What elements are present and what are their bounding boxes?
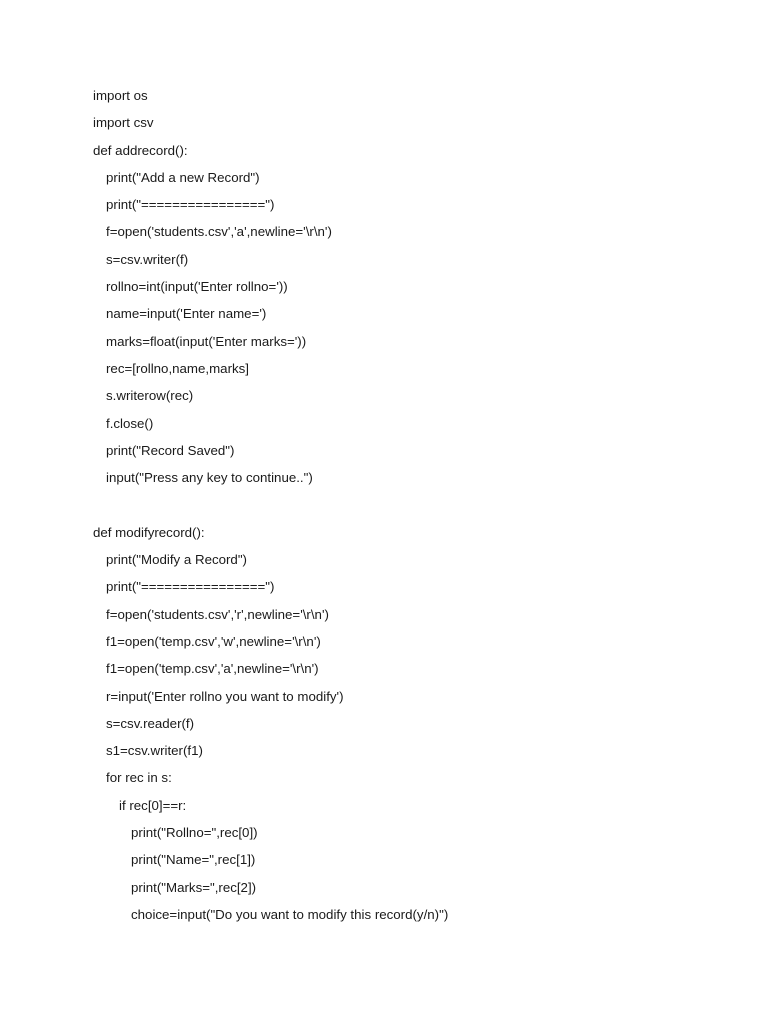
code-line: print("Rollno=",rec[0]) <box>131 825 258 841</box>
code-line: import csv <box>93 115 154 131</box>
code-line: for rec in s: <box>106 770 172 786</box>
code-line: print("Name=",rec[1]) <box>131 852 256 868</box>
code-line: s.writerow(rec) <box>106 388 194 404</box>
code-line: def modifyrecord(): <box>93 524 205 540</box>
code-line: f=open('students.csv','r',newline='\r\n') <box>106 606 329 622</box>
code-line: print("Add a new Record") <box>106 169 260 185</box>
code-line: rec=[rollno,name,marks] <box>106 360 249 376</box>
code-line: s1=csv.writer(f1) <box>106 743 203 759</box>
code-line: name=input('Enter name=') <box>106 306 267 322</box>
code-line: s=csv.writer(f) <box>106 251 189 267</box>
blank-line <box>93 495 733 522</box>
code-line: print("================") <box>106 197 275 213</box>
code-line: print("Modify a Record") <box>106 552 247 568</box>
code-line: import os <box>93 88 148 103</box>
code-line: def addrecord(): <box>93 142 188 158</box>
code-line: rollno=int(input('Enter rollno=')) <box>106 279 288 295</box>
code-line: print("Marks=",rec[2]) <box>131 879 257 895</box>
code-line: if rec[0]==r: <box>119 797 187 813</box>
code-line: print("Record Saved") <box>106 442 235 458</box>
code-line: r=input('Enter rollno you want to modify') <box>106 688 344 704</box>
code-line: marks=float(input('Enter marks=')) <box>106 333 307 349</box>
code-line: f.close() <box>106 415 154 431</box>
code-line: input("Press any key to continue..") <box>106 470 313 486</box>
code-line: f1=open('temp.csv','a',newline='\r\n') <box>106 661 319 677</box>
code-line: choice=input("Do you want to modify this record(y/n)") <box>131 906 449 922</box>
code-line: f1=open('temp.csv','w',newline='\r\n') <box>106 633 321 649</box>
code-line: s=csv.reader(f) <box>106 715 195 731</box>
code-line: f=open('students.csv','a',newline='\r\n') <box>106 224 332 240</box>
code-line: print("================") <box>106 579 275 595</box>
code-listing <box>93 86 733 932</box>
